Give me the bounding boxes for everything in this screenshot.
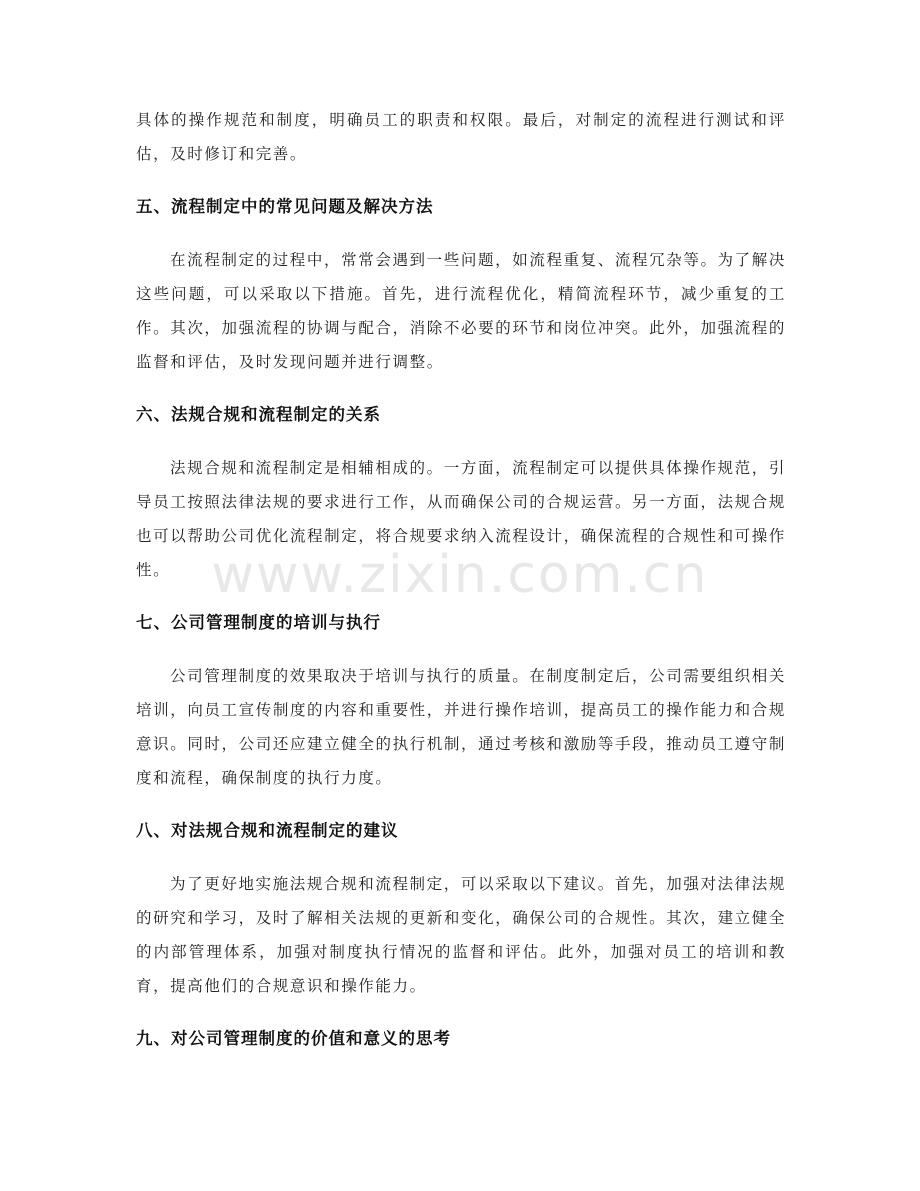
heading-section-9: 九、对公司管理制度的价值和意义的思考 — [136, 1029, 451, 1048]
heading-section-5: 五、流程制定中的常见问题及解决方法 — [136, 197, 434, 216]
document-body — [136, 103, 786, 1056]
paragraph-intro-continuation: 具体的操作规范和制度，明确员工的职责和权限。最后，对制定的流程进行测试和评估，及时修订和完善。 — [136, 111, 786, 163]
heading-section-7: 七、公司管理制度的培训与执行 — [136, 613, 381, 632]
paragraph-section-7: 公司管理制度的效果取决于培训与执行的质量。在制度制定后，公司需要组织相关培训，向员工宣传制度的内容和重要性，并进行操作培训，提高员工的操作能力和合规意识。同时，公司还应建立健全的执行机制，通过考核和激励等手段，推动员工遵守制度和流程，确保制度的执行力度。 — [136, 667, 786, 787]
watermark: www.zixin.com.cn — [211, 545, 709, 605]
paragraph-section-6: 法规合规和流程制定是相辅相成的。一方面，流程制定可以提供具体操作规范，引导员工按照法律法规的要求进行工作，从而确保公司的合规运营。另一方面，法规合规也可以帮助公司优化流程制定，将合规要求纳入流程设计，确保流程的合规性和可操作性。 — [136, 459, 786, 579]
paragraph-section-5: 在流程制定的过程中，常常会遇到一些问题，如流程重复、流程冗杂等。为了解决这些问题，可以采取以下措施。首先，进行流程优化，精简流程环节，减少重复的工作。其次，加强流程的协调与配合，消除不必要的环节和岗位冲突。此外，加强流程的监督和评估，及时发现问题并进行调整。 — [136, 251, 786, 371]
paragraph-section-8: 为了更好地实施法规合规和流程制定，可以采取以下建议。首先，加强对法律法规的研究和学习，及时了解相关法规的更新和变化，确保公司的合规性。其次，建立健全的内部管理体系，加强对制度执行情况的监督和评估。此外，加强对员工的培训和教育，提高他们的合规意识和操作能力。 — [136, 875, 786, 995]
heading-section-6: 六、法规合规和流程制定的关系 — [136, 405, 381, 424]
heading-section-8: 八、对法规合规和流程制定的建议 — [136, 821, 399, 840]
